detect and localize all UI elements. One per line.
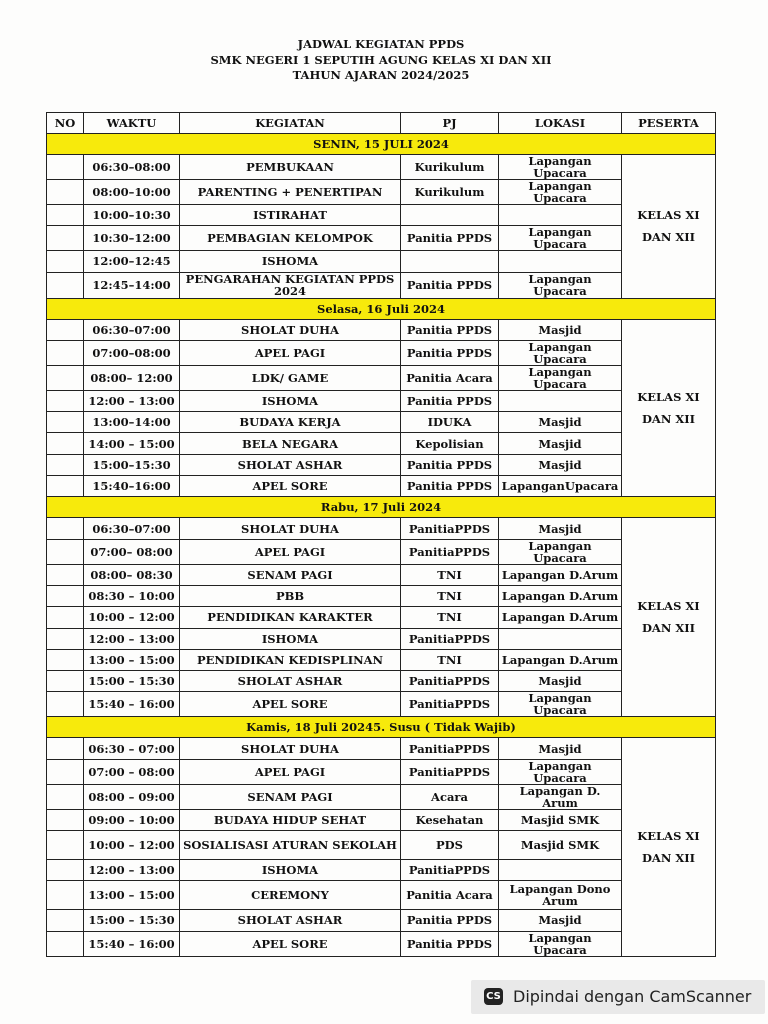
no-cell (47, 910, 84, 931)
table-row (47, 738, 716, 759)
watermark-text: Dipindai dengan CamScanner (513, 987, 752, 1006)
lokasi-cell: Lapangan Upacara (499, 155, 622, 180)
kegiatan-cell: SENAM PAGI (180, 784, 401, 809)
schedule-table (46, 112, 716, 957)
waktu-cell: 15:00 – 15:30 (84, 910, 180, 931)
no-cell (47, 476, 84, 497)
academic-year: TAHUN AJARAN 2024/2025 (292, 68, 470, 82)
kegiatan-cell: SHOLAT ASHAR (180, 910, 401, 931)
waktu-cell: 13:00 – 15:00 (84, 881, 180, 910)
waktu-cell: 07:00– 08:00 (84, 539, 180, 564)
pj-cell (401, 251, 499, 272)
kegiatan-cell: SHOLAT DUHA (180, 319, 401, 340)
kegiatan-cell: PARENTING + PENERTIPAN (180, 180, 401, 205)
day-header-row (47, 717, 716, 738)
kegiatan-cell: SHOLAT ASHAR (180, 671, 401, 692)
kegiatan-cell: ISHOMA (180, 251, 401, 272)
pj-cell: Panitia PPDS (401, 390, 499, 411)
waktu-cell: 15:40 – 16:00 (84, 931, 180, 956)
kegiatan-cell: APEL SORE (180, 692, 401, 717)
pj-cell: TNI (401, 564, 499, 585)
lokasi-cell: LapanganUpacara (499, 476, 622, 497)
table-row (47, 860, 716, 881)
lokasi-cell: Lapangan Upacara (499, 272, 622, 298)
lokasi-cell: Lapangan D. Arum (499, 784, 622, 809)
table-row (47, 809, 716, 830)
lokasi-cell: Lapangan Upacara (499, 539, 622, 564)
lokasi-cell: Masjid (499, 738, 622, 759)
peserta-line-2: DAN XII (641, 851, 696, 866)
table-row (47, 649, 716, 670)
day-title: Kamis, 18 Juli 20245. Susu ( Tidak Wajib) (47, 717, 716, 738)
pj-cell: Kurikulum (401, 155, 499, 180)
table-row (47, 607, 716, 628)
kegiatan-cell: PEMBAGIAN KELOMPOK (180, 226, 401, 251)
waktu-cell: 10:00–10:30 (84, 205, 180, 226)
kegiatan-cell: PBB (180, 585, 401, 606)
pj-cell: PanitiaPPDS (401, 860, 499, 881)
no-cell (47, 738, 84, 759)
peserta-cell (622, 738, 716, 956)
pj-cell: Kurikulum (401, 180, 499, 205)
lokasi-cell: Lapangan D.Arum (499, 607, 622, 628)
no-cell (47, 180, 84, 205)
no-cell (47, 412, 84, 433)
pj-cell: PanitiaPPDS (401, 539, 499, 564)
lokasi-cell (499, 390, 622, 411)
document-header (0, 37, 768, 84)
waktu-cell: 08:00– 08:30 (84, 564, 180, 585)
no-cell (47, 539, 84, 564)
lokasi-cell: Masjid SMK (499, 831, 622, 860)
waktu-cell: 15:40 – 16:00 (84, 692, 180, 717)
table-row (47, 251, 716, 272)
pj-cell: Panitia PPDS (401, 910, 499, 931)
waktu-cell: 08:00 – 09:00 (84, 784, 180, 809)
day-title: Rabu, 17 Juli 2024 (47, 497, 716, 518)
column-header-pj: PJ (401, 113, 499, 134)
document-title: JADWAL KEGIATAN PPDS (297, 37, 465, 51)
no-cell (47, 931, 84, 956)
waktu-cell: 12:45–14:00 (84, 272, 180, 298)
kegiatan-cell: APEL PAGI (180, 539, 401, 564)
pj-cell: PanitiaPPDS (401, 759, 499, 784)
waktu-cell: 10:00 – 12:00 (84, 831, 180, 860)
camscanner-watermark (471, 980, 765, 1014)
table-row (47, 155, 716, 180)
waktu-cell: 15:40–16:00 (84, 476, 180, 497)
kegiatan-cell: BUDAYA HIDUP SEHAT (180, 809, 401, 830)
lokasi-cell: Lapangan Upacara (499, 340, 622, 365)
pj-cell: PanitiaPPDS (401, 518, 499, 539)
no-cell (47, 205, 84, 226)
pj-cell: PanitiaPPDS (401, 628, 499, 649)
kegiatan-cell: ISHOMA (180, 628, 401, 649)
pj-cell: Panitia PPDS (401, 340, 499, 365)
peserta-cell (622, 518, 716, 717)
waktu-cell: 15:00–15:30 (84, 454, 180, 475)
no-cell (47, 454, 84, 475)
pj-cell: Panitia PPDS (401, 454, 499, 475)
pj-cell: Kesehatan (401, 809, 499, 830)
table-row (47, 671, 716, 692)
kegiatan-cell: APEL PAGI (180, 759, 401, 784)
table-row (47, 365, 716, 390)
kegiatan-cell: SENAM PAGI (180, 564, 401, 585)
no-cell (47, 155, 84, 180)
kegiatan-cell: SHOLAT DUHA (180, 738, 401, 759)
lokasi-cell (499, 628, 622, 649)
no-cell (47, 365, 84, 390)
waktu-cell: 06:30–07:00 (84, 319, 180, 340)
day-header-row (47, 497, 716, 518)
waktu-cell: 12:00 – 13:00 (84, 628, 180, 649)
no-cell (47, 319, 84, 340)
table-row (47, 412, 716, 433)
lokasi-cell: Lapangan D.Arum (499, 564, 622, 585)
no-cell (47, 831, 84, 860)
waktu-cell: 08:00–10:00 (84, 180, 180, 205)
table-row (47, 319, 716, 340)
waktu-cell: 06:30–07:00 (84, 518, 180, 539)
no-cell (47, 518, 84, 539)
day-title: SENIN, 15 JULI 2024 (47, 134, 716, 155)
lokasi-cell: Masjid (499, 671, 622, 692)
peserta-line-1: KELAS XI (637, 389, 700, 404)
kegiatan-cell: PENDIDIKAN KARAKTER (180, 607, 401, 628)
pj-cell: Kepolisian (401, 433, 499, 454)
peserta-line-2: DAN XII (641, 621, 696, 636)
pj-cell: TNI (401, 585, 499, 606)
lokasi-cell: Masjid (499, 412, 622, 433)
pj-cell: PanitiaPPDS (401, 738, 499, 759)
pj-cell: PDS (401, 831, 499, 860)
table-row (47, 628, 716, 649)
kegiatan-cell: ISHOMA (180, 390, 401, 411)
table-row (47, 585, 716, 606)
column-header-peserta: PESERTA (622, 113, 716, 134)
table-row (47, 881, 716, 910)
peserta-line-2: DAN XII (641, 230, 696, 245)
lokasi-cell: Lapangan Upacara (499, 180, 622, 205)
day-header-row (47, 134, 716, 155)
waktu-cell: 09:00 – 10:00 (84, 809, 180, 830)
waktu-cell: 14:00 – 15:00 (84, 433, 180, 454)
no-cell (47, 881, 84, 910)
lokasi-cell (499, 251, 622, 272)
lokasi-cell: Masjid (499, 433, 622, 454)
waktu-cell: 06:30–08:00 (84, 155, 180, 180)
no-cell (47, 564, 84, 585)
table-row (47, 931, 716, 956)
table-row (47, 272, 716, 298)
peserta-line-1: KELAS XI (637, 599, 700, 614)
school-name: SMK NEGERI 1 SEPUTIH AGUNG KELAS XI DAN XII (210, 52, 552, 67)
no-cell (47, 671, 84, 692)
table-row (47, 454, 716, 475)
no-cell (47, 784, 84, 809)
lokasi-cell: Lapangan D.Arum (499, 649, 622, 670)
lokasi-cell: Lapangan Upacara (499, 365, 622, 390)
pj-cell: Panitia PPDS (401, 931, 499, 956)
pj-cell: Panitia Acara (401, 881, 499, 910)
kegiatan-cell: CEREMONY (180, 881, 401, 910)
peserta-line-2: DAN XII (641, 411, 696, 426)
lokasi-cell: Lapangan D.Arum (499, 585, 622, 606)
waktu-cell: 10:30–12:00 (84, 226, 180, 251)
kegiatan-cell: SHOLAT ASHAR (180, 454, 401, 475)
lokasi-cell: Lapangan Upacara (499, 692, 622, 717)
no-cell (47, 809, 84, 830)
kegiatan-cell: SHOLAT DUHA (180, 518, 401, 539)
pj-cell: Panitia PPDS (401, 319, 499, 340)
lokasi-cell: Masjid (499, 518, 622, 539)
lokasi-cell: Lapangan Dono Arum (499, 881, 622, 910)
kegiatan-cell: BELA NEGARA (180, 433, 401, 454)
table-row (47, 226, 716, 251)
table-row (47, 784, 716, 809)
lokasi-cell: Masjid (499, 319, 622, 340)
pj-cell: IDUKA (401, 412, 499, 433)
no-cell (47, 759, 84, 784)
column-header-no: NO (47, 113, 84, 134)
lokasi-cell: Lapangan Upacara (499, 759, 622, 784)
peserta-cell (622, 319, 716, 497)
no-cell (47, 692, 84, 717)
no-cell (47, 433, 84, 454)
waktu-cell: 07:00–08:00 (84, 340, 180, 365)
kegiatan-cell: APEL PAGI (180, 340, 401, 365)
table-row (47, 759, 716, 784)
no-cell (47, 272, 84, 298)
waktu-cell: 10:00 – 12:00 (84, 607, 180, 628)
peserta-cell (622, 155, 716, 299)
waktu-cell: 12:00 – 13:00 (84, 390, 180, 411)
no-cell (47, 340, 84, 365)
schedule-body (47, 134, 716, 957)
no-cell (47, 226, 84, 251)
column-header-waktu: WAKTU (84, 113, 180, 134)
no-cell (47, 585, 84, 606)
pj-cell: TNI (401, 649, 499, 670)
waktu-cell: 12:00–12:45 (84, 251, 180, 272)
lokasi-cell (499, 860, 622, 881)
waktu-cell: 12:00 – 13:00 (84, 860, 180, 881)
table-row (47, 205, 716, 226)
lokasi-cell (499, 205, 622, 226)
table-row (47, 518, 716, 539)
table-row (47, 476, 716, 497)
lokasi-cell: Lapangan Upacara (499, 226, 622, 251)
lokasi-cell: Masjid (499, 910, 622, 931)
pj-cell: Acara (401, 784, 499, 809)
waktu-cell: 08:30 – 10:00 (84, 585, 180, 606)
no-cell (47, 649, 84, 670)
pj-cell: PanitiaPPDS (401, 692, 499, 717)
lokasi-cell: Lapangan Upacara (499, 931, 622, 956)
kegiatan-cell: LDK/ GAME (180, 365, 401, 390)
camscanner-icon: CS (484, 988, 503, 1005)
table-row (47, 340, 716, 365)
kegiatan-cell: ISHOMA (180, 860, 401, 881)
table-row (47, 433, 716, 454)
pj-cell: Panitia Acara (401, 365, 499, 390)
pj-cell: Panitia PPDS (401, 476, 499, 497)
waktu-cell: 13:00 – 15:00 (84, 649, 180, 670)
kegiatan-cell: ISTIRAHAT (180, 205, 401, 226)
waktu-cell: 06:30 – 07:00 (84, 738, 180, 759)
kegiatan-cell: BUDAYA KERJA (180, 412, 401, 433)
kegiatan-cell: APEL SORE (180, 476, 401, 497)
header-row (47, 113, 716, 134)
kegiatan-cell: PEMBUKAAN (180, 155, 401, 180)
table-row (47, 539, 716, 564)
no-cell (47, 390, 84, 411)
lokasi-cell: Masjid SMK (499, 809, 622, 830)
table-row (47, 910, 716, 931)
table-row (47, 180, 716, 205)
kegiatan-cell: PENGARAHAN KEGIATAN PPDS 2024 (180, 272, 401, 298)
no-cell (47, 251, 84, 272)
table-row (47, 564, 716, 585)
table-row (47, 692, 716, 717)
peserta-line-1: KELAS XI (637, 829, 700, 844)
waktu-cell: 15:00 – 15:30 (84, 671, 180, 692)
kegiatan-cell: PENDIDIKAN KEDISPLINAN (180, 649, 401, 670)
pj-cell: Panitia PPDS (401, 226, 499, 251)
table-row (47, 831, 716, 860)
waktu-cell: 08:00– 12:00 (84, 365, 180, 390)
waktu-cell: 07:00 – 08:00 (84, 759, 180, 784)
pj-cell: PanitiaPPDS (401, 671, 499, 692)
pj-cell: TNI (401, 607, 499, 628)
peserta-line-1: KELAS XI (637, 208, 700, 223)
no-cell (47, 607, 84, 628)
table-row (47, 390, 716, 411)
waktu-cell: 13:00–14:00 (84, 412, 180, 433)
column-header-lokasi: LOKASI (499, 113, 622, 134)
column-header-kegiatan: KEGIATAN (180, 113, 401, 134)
no-cell (47, 860, 84, 881)
day-header-row (47, 298, 716, 319)
pj-cell: Panitia PPDS (401, 272, 499, 298)
pj-cell (401, 205, 499, 226)
kegiatan-cell: SOSIALISASI ATURAN SEKOLAH (180, 831, 401, 860)
lokasi-cell: Masjid (499, 454, 622, 475)
kegiatan-cell: APEL SORE (180, 931, 401, 956)
day-title: Selasa, 16 Juli 2024 (47, 298, 716, 319)
no-cell (47, 628, 84, 649)
